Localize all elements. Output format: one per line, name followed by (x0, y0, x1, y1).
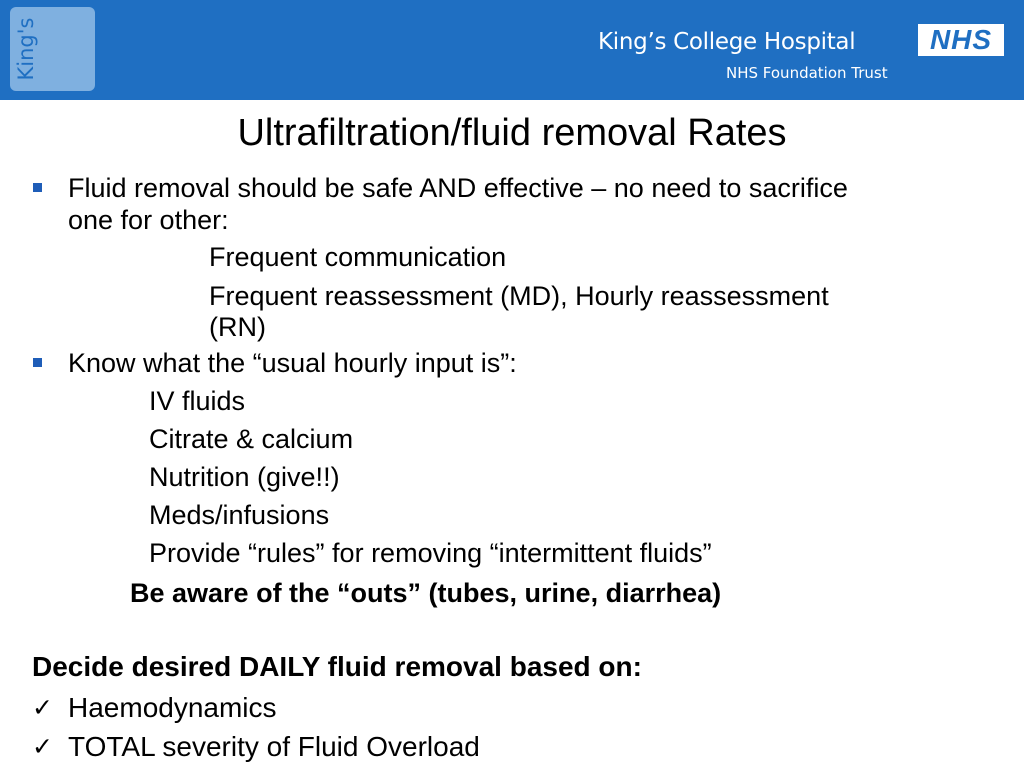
bullet-2-sub-3: Nutrition (give!!) (149, 462, 340, 492)
checkmark-icon: ✓ (32, 693, 53, 722)
check-item-2: TOTAL severity of Fluid Overload (68, 731, 480, 762)
slide-title: Ultrafiltration/fluid removal Rates (237, 112, 787, 154)
bullet-2-sub-4: Meds/infusions (149, 500, 330, 530)
bullet-1-sub-2-cont: (RN) (209, 312, 266, 342)
hospital-name: King’s College Hospital (598, 29, 856, 55)
bullet-1-sub-1: Frequent communication (209, 242, 507, 272)
check-item-1: Haemodynamics (68, 692, 277, 723)
outs-note: Be aware of the “outs” (tubes, urine, diarrhea) (130, 578, 722, 608)
bullet-2-sub-2: Citrate & calcium (149, 424, 354, 454)
bullet-1-line-1: Fluid removal should be safe AND effective – no need to sacrifice (68, 173, 848, 203)
trust-name: NHS Foundation Trust (726, 64, 888, 82)
bullet-2-sub-5: Provide “rules” for removing “intermittent fluids” (149, 538, 712, 568)
bullet-2-sub-1: IV fluids (149, 386, 246, 416)
nhs-logo: NHS (918, 24, 1004, 56)
bullet-1-sub-2: Frequent reassessment (MD), Hourly reassessment (209, 281, 829, 311)
daily-heading: Decide desired DAILY fluid removal based on: (32, 651, 642, 682)
bullet-marker-2 (33, 358, 42, 367)
bullet-2-text: Know what the “usual hourly input is”: (68, 348, 517, 378)
kings-logo-text: King's (14, 17, 38, 81)
kings-logo (10, 7, 95, 91)
bullet-marker-1 (33, 183, 42, 192)
bullet-1-line-2: one for other: (68, 205, 229, 235)
checkmark-icon: ✓ (32, 732, 53, 761)
header-banner (0, 0, 1024, 100)
